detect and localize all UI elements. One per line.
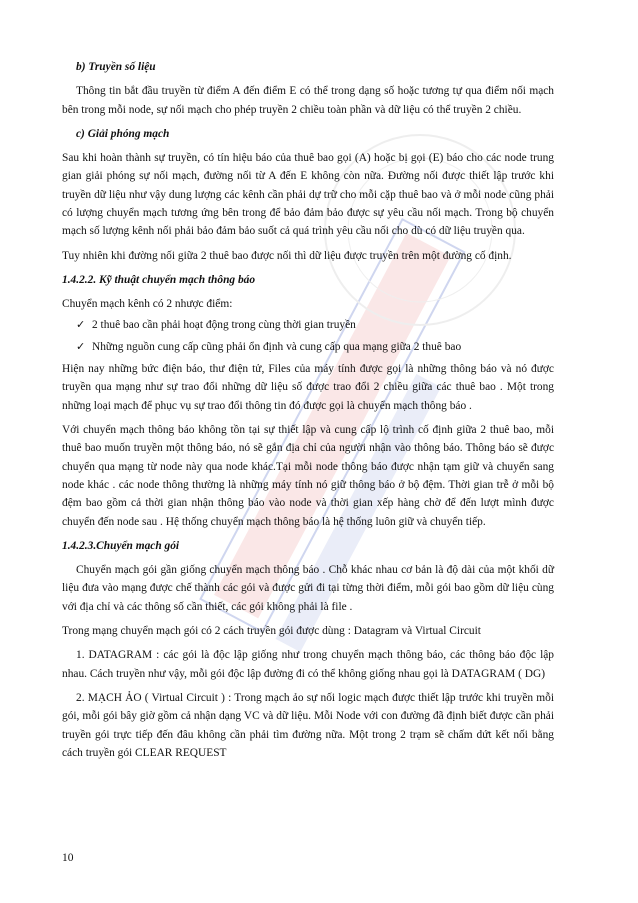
paragraph-b: Thông tin bắt đầu truyền từ điểm A đến điểm E có thể trong dạng số hoặc tương tự qua điểm nối mạch bên trong mỗi node, sự nối mạch cho phép truyền 2 chiều toàn phần và dữ liệu có thể truyền 2 chiều. [62, 85, 554, 116]
heading-b: b) Truyền số liệu [76, 61, 156, 73]
document-body [62, 58, 554, 768]
paragraph-1422-a: Hiện nay những bức điện báo, thư điện tử, Files của máy tính được gọi là những thông báo và nó được truyền qua mạng như sự trao đổi những dữ liệu số được trao đổi 2 chiều giữa các thuê bao . Một trong những loại mạch để phục vụ sự trao đổi thông tin đó được gọi là chuyển mạch thông báo . [62, 363, 554, 412]
bullet-item [62, 338, 554, 356]
paragraph-1423-a: Chuyển mạch gói gần giống chuyển mạch thông báo . Chỗ khác nhau cơ bản là độ dài của một khối dữ liệu đưa vào mạng được chế thành các gói và được gửi đi tại từng thời điểm, mỗi gói bao gồm dữ liệu cùng với địa chỉ và các thông số cần thiết, các gói không phải là file . [62, 564, 554, 613]
paragraph-1423-b: Trong mạng chuyển mạch gói có 2 cách truyền gói được dùng : Datagram và Virtual Circuit [62, 625, 481, 638]
paragraph-1422-intro: Chuyển mạch kênh có 2 nhược điểm: [62, 298, 233, 311]
check-icon: ✓ [76, 317, 86, 331]
paragraph-c2: Tuy nhiên khi đường nối giữa 2 thuê bao được nối thì dữ liệu được truyền trên một đường cố định. [62, 249, 512, 262]
paragraph-datagram: 1. DATAGRAM : các gói là độc lập giống như trong chuyển mạch thông báo, các thông báo độc lập nhau. Cách truyền như vậy, mỗi gói độc lập đường đi có thể không giống nhau gọi là DATAGRAM ( DG) [62, 649, 554, 680]
heading-1423: 1.4.2.3.Chuyển mạch gói [62, 539, 180, 552]
bullet-text: 2 thuê bao cần phải hoạt động trong cùng thời gian truyền [92, 318, 356, 331]
check-icon: ✓ [76, 339, 86, 353]
heading-1422: 1.4.2.2. Kỹ thuật chuyển mạch thông báo [62, 273, 256, 286]
page-number: 10 [62, 852, 74, 864]
paragraph-virtual-circuit: 2. MẠCH ẢO ( Virtual Circuit ) : Trong mạch ảo sự nối logic mạch được thiết lập trước khi truyền mỗi gói, mỗi gói bây giờ gồm cả nhận dạng VC và dữ liệu. Mỗi Node với con đường đã định biết được cần phải truyền gói trực tiếp đến đâu không cần phải tìm đường nữa. Một trong 2 trạm sẽ chấm dứt kết nối bằng cách truyền gói CLEAR REQUEST [62, 691, 554, 759]
bullet-item [62, 316, 554, 334]
heading-c: c) Giải phóng mạch [76, 127, 170, 140]
bullet-text: Những nguồn cung cấp cũng phải ổn định và cung cấp qua mạng giữa 2 thuê bao [92, 340, 462, 353]
paragraph-1422-b: Với chuyển mạch thông báo không tồn tại sự thiết lập và cung cấp lộ trình cố định giữa 2 thuê bao, mỗi thuê bao muốn truyền một thông báo, nó sẽ gắn địa chỉ của người nhận vào thông báo. Thông báo sẽ được chuyển qua mạng từ node này qua node khác.Tại mỗi node thông báo được nhận tạm giữ và chuyển sang node khác . các node thông thường là những máy tính nó giữ thông báo ở bộ đệm. Thời gian trễ ở mỗi bộ đệm bao gồm cả thời gian nhận thông báo vào node và thời gian xếp hàng chờ để đến lượt mình được chuyển đến node sau . Hệ thống chuyển mạch thông báo là hệ thống luôn giữ và chuyển tiếp. [62, 424, 554, 528]
paragraph-c1: Sau khi hoàn thành sự truyền, có tín hiệu báo của thuê bao gọi (A) hoặc bị gọi (E) báo cho các node trung gian giải phóng sự nối mạch, đường nối từ A đến E không còn nữa. Đường nối được thiết lập trước khi truyền dữ liệu như vậy dung lượng các kênh cần phải dự trữ cho mỗi cặp thuê bao và ở mỗi node cũng phải có lượng chuyển mạch tương ứng bên trong để bảo đảm bảo được sự yêu cầu nối mạch. Trong bộ chuyển mạch số lượng kênh nối phải bảo đảm bảo suốt cả quá trình yêu cầu nối cho dù có dữ liệu truyền qua. [62, 152, 554, 238]
